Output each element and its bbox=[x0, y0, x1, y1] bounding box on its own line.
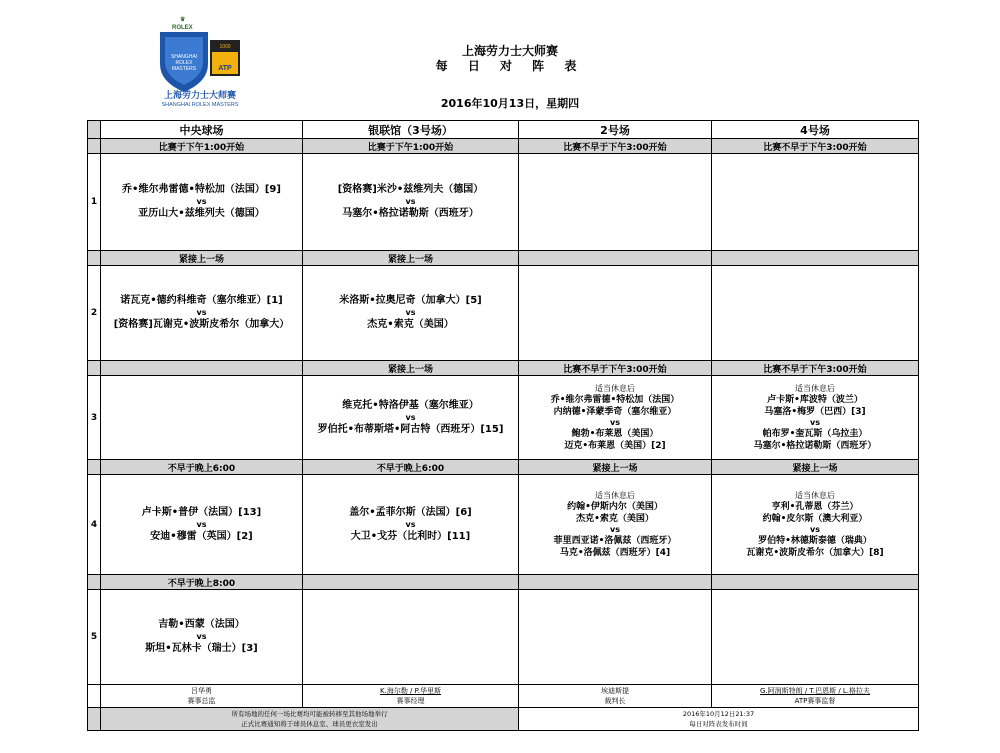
team-two-player: 鲍勃•布莱恩（美国） bbox=[571, 429, 659, 439]
team-one-player: 马塞洛•梅罗（巴西）[3] bbox=[764, 407, 866, 417]
order-of-play-table bbox=[87, 120, 919, 731]
team-one-player: 卢卡斯•库波特（波兰） bbox=[767, 395, 863, 405]
team-two-player: 罗伯特•林德斯泰德（瑞典） bbox=[758, 536, 872, 546]
player-two: 杰克•索克（美国） bbox=[367, 319, 454, 330]
svg-text:ROLEX: ROLEX bbox=[175, 60, 193, 66]
official-role: 赛事总监 bbox=[187, 697, 216, 705]
svg-text:SHANGHAI: SHANGHAI bbox=[170, 54, 198, 60]
start-time: 紧接上一场 bbox=[303, 361, 519, 376]
match-row bbox=[88, 376, 919, 460]
match-cell bbox=[303, 154, 519, 251]
match-cell bbox=[712, 266, 919, 361]
row-gutter bbox=[88, 139, 101, 154]
match-row bbox=[88, 266, 919, 361]
start-time: 不早于晚上6:00 bbox=[101, 460, 303, 475]
start-time: 比赛于下午1:00开始 bbox=[303, 139, 519, 154]
match-cell bbox=[712, 376, 919, 460]
corner-cell bbox=[88, 121, 101, 139]
official-role: ATP赛事监督 bbox=[794, 697, 836, 705]
player-one: 诺瓦克•德约科维奇（塞尔维亚）[1] bbox=[120, 295, 283, 306]
team-one-player: 约翰•伊斯内尔（美国） bbox=[567, 502, 663, 512]
start-time-row bbox=[88, 361, 919, 376]
player-two: 马塞尔•格拉诺勒斯（西班牙） bbox=[342, 208, 479, 219]
officials-row bbox=[88, 685, 919, 708]
team-one-player: 乔•维尔弗雷德•特松加（法国） bbox=[550, 395, 680, 405]
notice-cell bbox=[101, 708, 519, 731]
vs-label: vs bbox=[196, 632, 207, 641]
player-two: 大卫•戈芬（比利时）[11] bbox=[350, 530, 471, 542]
match-number: 4 bbox=[88, 475, 101, 575]
match-cell bbox=[101, 154, 303, 251]
official-name: 吕华勇 bbox=[191, 687, 212, 695]
match-cell bbox=[519, 475, 712, 575]
team-two-player: 帕布罗•奎瓦斯（乌拉圭） bbox=[762, 429, 868, 439]
player-one: 乔•维尔弗雷德•特松加（法国）[9] bbox=[122, 184, 281, 195]
team-two-player: 瓦谢克•波斯皮希尔（加拿大）[8] bbox=[746, 548, 884, 558]
start-time: 比赛不早于下午3:00开始 bbox=[712, 139, 919, 154]
match-cell bbox=[712, 590, 919, 685]
rest-note: 适当休息后 bbox=[795, 491, 835, 500]
team-two-player: 迈克•布莱恩（美国）[2] bbox=[564, 441, 666, 451]
vs-label: vs bbox=[810, 525, 820, 534]
player-one: 吉勒•西蒙（法国） bbox=[158, 619, 245, 630]
team-two-player: 菲里西亚诺•洛佩兹（西班牙） bbox=[553, 536, 677, 546]
official-name: K.海尔勒 / P.华里斯 bbox=[380, 687, 441, 695]
vs-label: vs bbox=[405, 308, 416, 317]
start-time bbox=[519, 575, 712, 590]
rest-note: 适当休息后 bbox=[795, 384, 835, 393]
court-header: 2号场 bbox=[519, 121, 712, 139]
start-time: 不早于晚上8:00 bbox=[101, 575, 303, 590]
row-gutter bbox=[88, 685, 101, 708]
team-two-player: 马塞尔•格拉诺勒斯（西班牙） bbox=[753, 441, 877, 451]
svg-text:SHANGHAI ROLEX MASTERS: SHANGHAI ROLEX MASTERS bbox=[161, 102, 239, 107]
row-gutter bbox=[88, 575, 101, 590]
start-time bbox=[519, 251, 712, 266]
official bbox=[303, 685, 519, 708]
start-time: 比赛不早于下午3:00开始 bbox=[712, 361, 919, 376]
player-one: 卢卡斯•普伊（法国）[13] bbox=[141, 506, 262, 518]
start-time-row bbox=[88, 575, 919, 590]
official-role: 裁判长 bbox=[604, 697, 626, 705]
official bbox=[101, 685, 303, 708]
svg-text:ATP: ATP bbox=[218, 65, 232, 72]
match-cell bbox=[101, 376, 303, 460]
player-two: 亚历山大•兹维列夫（德国） bbox=[138, 208, 265, 219]
match-cell bbox=[519, 266, 712, 361]
player-one: 盖尔•孟菲尔斯（法国）[6] bbox=[349, 506, 472, 518]
player-two: 安迪•穆雷（英国）[2] bbox=[150, 530, 253, 542]
start-time: 比赛于下午1:00开始 bbox=[101, 139, 303, 154]
player-one: [资格赛]米沙•兹维列夫（德国） bbox=[337, 184, 484, 195]
vs-label: vs bbox=[405, 519, 416, 529]
start-time: 紧接上一场 bbox=[519, 460, 712, 475]
svg-text:ROLEX: ROLEX bbox=[172, 25, 193, 31]
start-time bbox=[712, 251, 919, 266]
svg-text:1000: 1000 bbox=[219, 44, 231, 50]
player-one: 米洛斯•拉奥尼奇（加拿大）[5] bbox=[339, 295, 482, 306]
official-name: 埃迪斯提 bbox=[601, 687, 629, 695]
match-number: 2 bbox=[88, 266, 101, 361]
team-one-player: 内纳德•泽蒙季奇（塞尔维亚） bbox=[553, 407, 677, 417]
vs-label: vs bbox=[196, 519, 207, 529]
page-title: 上海劳力士大师赛 bbox=[461, 44, 558, 58]
svg-text:上海劳力士大师赛: 上海劳力士大师赛 bbox=[163, 91, 237, 101]
match-cell bbox=[519, 376, 712, 460]
vs-label: vs bbox=[610, 418, 620, 427]
start-time: 不早于晚上6:00 bbox=[303, 460, 519, 475]
court-change-notice: 所有场地的任何一场比赛均可能被转移至其他场地举行 bbox=[231, 710, 388, 718]
svg-text:♛: ♛ bbox=[180, 17, 186, 23]
vs-label: vs bbox=[196, 197, 207, 206]
start-time: 紧接上一场 bbox=[101, 251, 303, 266]
player-two: 斯坦•瓦林卡（瑞士）[3] bbox=[145, 643, 258, 654]
match-cell bbox=[303, 475, 519, 575]
official-name: G.阿润斯特朗 / T.巴恩斯 / L.格拉夫 bbox=[759, 687, 871, 695]
match-cell bbox=[303, 266, 519, 361]
schedule-date: 2016年10月13日，星期四 bbox=[440, 97, 580, 110]
page-subtitle: 每 日 对 阵 表 bbox=[435, 59, 585, 73]
match-cell bbox=[712, 154, 919, 251]
vs-label: vs bbox=[405, 412, 416, 422]
start-time: 比赛不早于下午3:00开始 bbox=[519, 139, 712, 154]
court-header: 银联馆（3号场） bbox=[303, 121, 519, 139]
team-one-player: 亨利•孔蒂恩（芬兰） bbox=[771, 502, 859, 512]
match-row bbox=[88, 475, 919, 575]
start-time: 紧接上一场 bbox=[712, 460, 919, 475]
official bbox=[519, 685, 712, 708]
start-time bbox=[303, 575, 519, 590]
start-time bbox=[712, 575, 919, 590]
rest-note: 适当休息后 bbox=[595, 384, 635, 393]
tournament-logo bbox=[150, 12, 250, 107]
vs-label: vs bbox=[405, 197, 416, 206]
team-one-player: 杰克•索克（美国） bbox=[576, 514, 654, 524]
rest-note: 适当休息后 bbox=[595, 491, 635, 500]
row-gutter bbox=[88, 460, 101, 475]
match-cell bbox=[101, 266, 303, 361]
start-time-row bbox=[88, 460, 919, 475]
row-gutter bbox=[88, 251, 101, 266]
match-cell bbox=[519, 590, 712, 685]
player-one: 维克托•特洛伊基（塞尔维亚） bbox=[342, 399, 479, 411]
team-two-player: 马克•洛佩兹（西班牙）[4] bbox=[559, 548, 671, 558]
player-two: [资格赛]瓦谢克•波斯皮希尔（加拿大） bbox=[113, 319, 290, 330]
player-two: 罗伯托•布蒂斯塔•阿古特（西班牙）[15] bbox=[317, 423, 504, 435]
start-time-row bbox=[88, 251, 919, 266]
match-row bbox=[88, 154, 919, 251]
match-cell bbox=[519, 154, 712, 251]
row-gutter bbox=[88, 361, 101, 376]
vs-label: vs bbox=[810, 418, 820, 427]
start-time bbox=[101, 361, 303, 376]
publish-timestamp: 2016年10月12日21:37 bbox=[682, 710, 755, 718]
match-cell bbox=[101, 475, 303, 575]
court-header-row bbox=[88, 121, 919, 139]
svg-text:MASTERS: MASTERS bbox=[171, 66, 197, 72]
start-time: 比赛不早于下午3:00开始 bbox=[519, 361, 712, 376]
match-cell bbox=[712, 475, 919, 575]
match-cell bbox=[101, 590, 303, 685]
row-gutter bbox=[88, 708, 101, 731]
court-header: 4号场 bbox=[712, 121, 919, 139]
timestamp-cell bbox=[519, 708, 919, 731]
official bbox=[712, 685, 919, 708]
match-cell bbox=[303, 376, 519, 460]
match-cell bbox=[303, 590, 519, 685]
official-role: 赛事经理 bbox=[396, 697, 425, 705]
notice-row bbox=[88, 708, 919, 731]
vs-label: vs bbox=[610, 525, 620, 534]
match-number: 1 bbox=[88, 154, 101, 251]
shield-logo-icon bbox=[150, 12, 250, 107]
match-row bbox=[88, 590, 919, 685]
start-time-row bbox=[88, 139, 919, 154]
match-number: 3 bbox=[88, 376, 101, 460]
vs-label: vs bbox=[196, 308, 207, 317]
court-header: 中央球场 bbox=[101, 121, 303, 139]
official-notice: 正式比赛通知将于球员休息室、球员更衣室发出 bbox=[241, 720, 378, 728]
match-number: 5 bbox=[88, 590, 101, 685]
start-time: 紧接上一场 bbox=[303, 251, 519, 266]
team-one-player: 约翰•皮尔斯（澳大利亚） bbox=[762, 514, 868, 524]
publish-timestamp-label: 每日对阵表发布时间 bbox=[689, 720, 748, 728]
